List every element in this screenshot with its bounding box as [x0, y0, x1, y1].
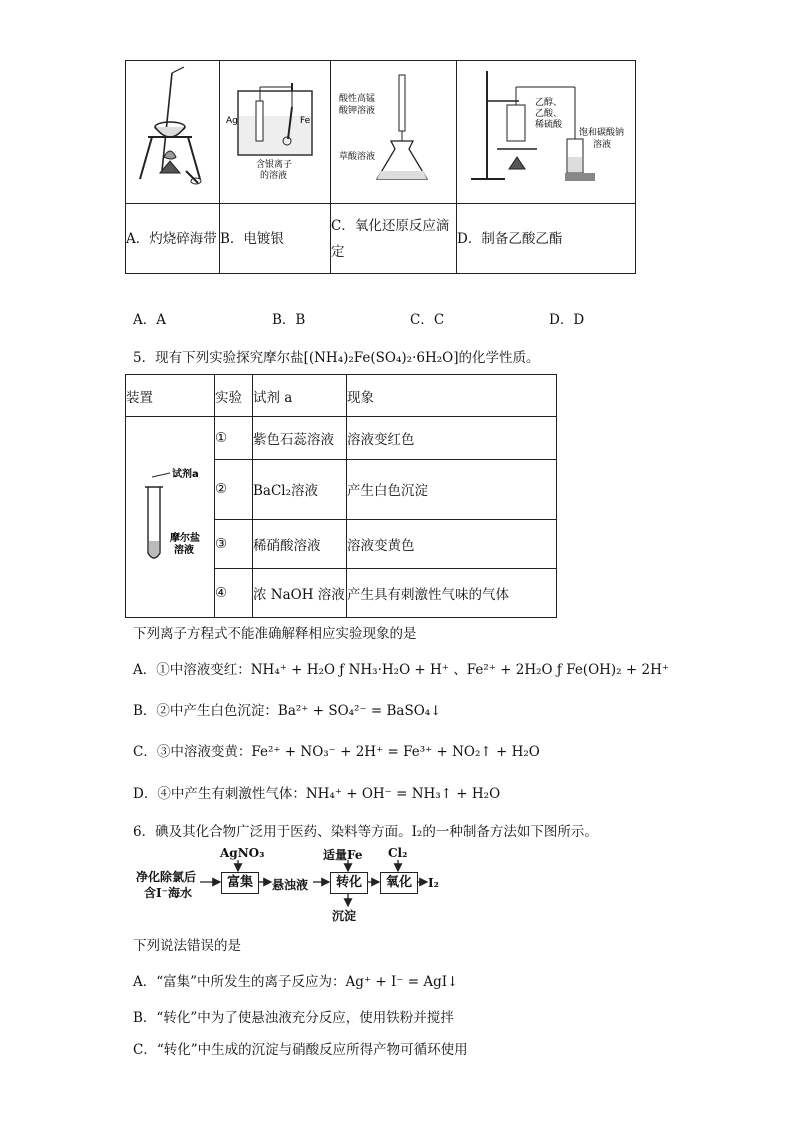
flow-source-1: 净化除氯后: [136, 870, 197, 884]
row1-phenomenon: 溶液变红色: [347, 417, 557, 460]
flow-step-oxidize: 氧化: [380, 872, 418, 894]
header-reagent: 试剂 a: [253, 375, 347, 417]
q5-question: 下列离子方程式不能准确解释相应实验现象的是: [133, 626, 417, 642]
kmno4-label-1: 酸性高锰: [339, 94, 376, 104]
ethyl-acetate-apparatus-figure: [457, 61, 635, 199]
flow-agno3: AgNO₃: [220, 846, 265, 860]
apparatus-a-cell: [126, 61, 220, 204]
q6-stem: 6．碘及其化合物广泛用于医药、染料等方面。I₂的一种制备方法如下图所示。: [133, 824, 598, 840]
row1-reagent: 紫色石蕊溶液: [253, 417, 347, 460]
burning-seaweed-apparatus-figure: [126, 61, 219, 199]
ag-label: Ag: [226, 116, 238, 126]
q5-stem: 5．现有下列实验探究摩尔盐[(NH₄)₂Fe(SO₄)₂·6H₂O]的化学性质。: [133, 350, 540, 366]
reagent-label-2: 乙酸、: [535, 109, 563, 119]
q4-option-d[interactable]: D．D: [549, 312, 585, 328]
flow-source-2: 含I⁻海水: [144, 886, 192, 900]
apparatus-c-cell: [331, 61, 457, 204]
q6-option-c[interactable]: C．“转化”中生成的沉淀与硝酸反应所得产物可循环使用: [133, 1042, 468, 1058]
na2co3-label-1: 饱和碳酸钠: [579, 128, 625, 138]
q5-option-b[interactable]: B．②中产生白色沉淀：Ba²⁺ + SO₄²⁻ = BaSO₄↓: [133, 703, 442, 719]
row2-phenomenon: 产生白色沉淀: [347, 460, 557, 519]
device-cell: [126, 417, 215, 618]
kmno4-label-2: 酸钾溶液: [339, 106, 376, 116]
test-tube-figure: [126, 417, 214, 613]
q5-option-d[interactable]: D．④中产生有刺激性气体：NH₄⁺ + OH⁻ = NH₃↑ + H₂O: [133, 786, 501, 802]
mohr-salt-label-1: 摩尔盐: [170, 533, 200, 544]
caption-c: C．氧化还原反应滴定: [331, 204, 457, 274]
flow-product: I₂: [428, 876, 439, 890]
flow-suspension: 悬浊液: [272, 878, 309, 892]
solution-label-1: 含银离子: [256, 160, 293, 170]
row1-no: ①: [215, 417, 253, 460]
flow-fe: 适量Fe: [323, 848, 363, 862]
oxalic-label: 草酸溶液: [339, 152, 376, 162]
row3-phenomenon: 溶液变黄色: [347, 519, 557, 568]
apparatus-table: [125, 60, 636, 274]
header-device: 装置: [126, 375, 215, 417]
reagent-a-label: 试剂a: [172, 469, 199, 480]
flow-arrows: [130, 840, 450, 920]
row4-no: ④: [215, 568, 253, 617]
caption-d: D．制备乙酸乙酯: [457, 204, 636, 274]
experiment-table: [125, 374, 557, 618]
titration-apparatus-figure: [331, 61, 456, 199]
q4-option-a[interactable]: A．A: [133, 312, 166, 328]
apparatus-b-cell: [220, 61, 331, 204]
caption-a: A．灼烧碎海带: [126, 204, 220, 274]
reagent-label-3: 稀硫酸: [535, 120, 563, 130]
row2-no: ②: [215, 460, 253, 519]
caption-b: B．电镀银: [220, 204, 331, 274]
q5-option-c[interactable]: C．③中溶液变黄：Fe²⁺ + NO₃⁻ + 2H⁺ = Fe³⁺ + NO₂↑ + H₂O: [133, 744, 540, 760]
header-experiment: 实验: [215, 375, 253, 417]
solution-label-2: 的溶液: [260, 171, 288, 181]
flow-cl2: Cl₂: [388, 846, 408, 860]
row3-reagent: 稀硝酸溶液: [253, 519, 347, 568]
na2co3-label-2: 溶液: [593, 140, 612, 150]
flow-step-convert: 转化: [330, 872, 368, 894]
electroplating-apparatus-figure: [220, 61, 330, 199]
q6-option-b[interactable]: B．“转化”中为了使悬浊液充分反应，使用铁粉并搅拌: [133, 1010, 454, 1026]
q6-option-a[interactable]: A．“富集”中所发生的离子反应为：Ag⁺ + I⁻ = AgI↓: [133, 974, 459, 990]
row2-reagent: BaCl₂溶液: [253, 460, 347, 519]
row4-phenomenon: 产生具有刺激性气味的气体: [347, 568, 557, 617]
q5-option-a[interactable]: A．①中溶液变红：NH₄⁺ + H₂O ƒ NH₃·H₂O + H⁺ 、Fe²⁺ + 2H₂O ƒ Fe(OH)₂ + 2H⁺: [133, 662, 669, 678]
q6-question: 下列说法错误的是: [133, 938, 241, 954]
flow-step-enrich: 富集: [221, 872, 259, 894]
apparatus-d-cell: [457, 61, 636, 204]
row3-no: ③: [215, 519, 253, 568]
q4-option-b[interactable]: B．B: [272, 312, 306, 328]
flow-precipitate: 沉淀: [332, 909, 357, 923]
reagent-label-1: 乙醇、: [535, 98, 563, 108]
q4-option-c[interactable]: C．C: [410, 312, 445, 328]
mohr-salt-label-2: 溶液: [174, 545, 194, 556]
row4-reagent: 浓 NaOH 溶液: [253, 568, 347, 617]
fe-label: Fe: [300, 116, 311, 126]
header-phenomenon: 现象: [347, 375, 557, 417]
